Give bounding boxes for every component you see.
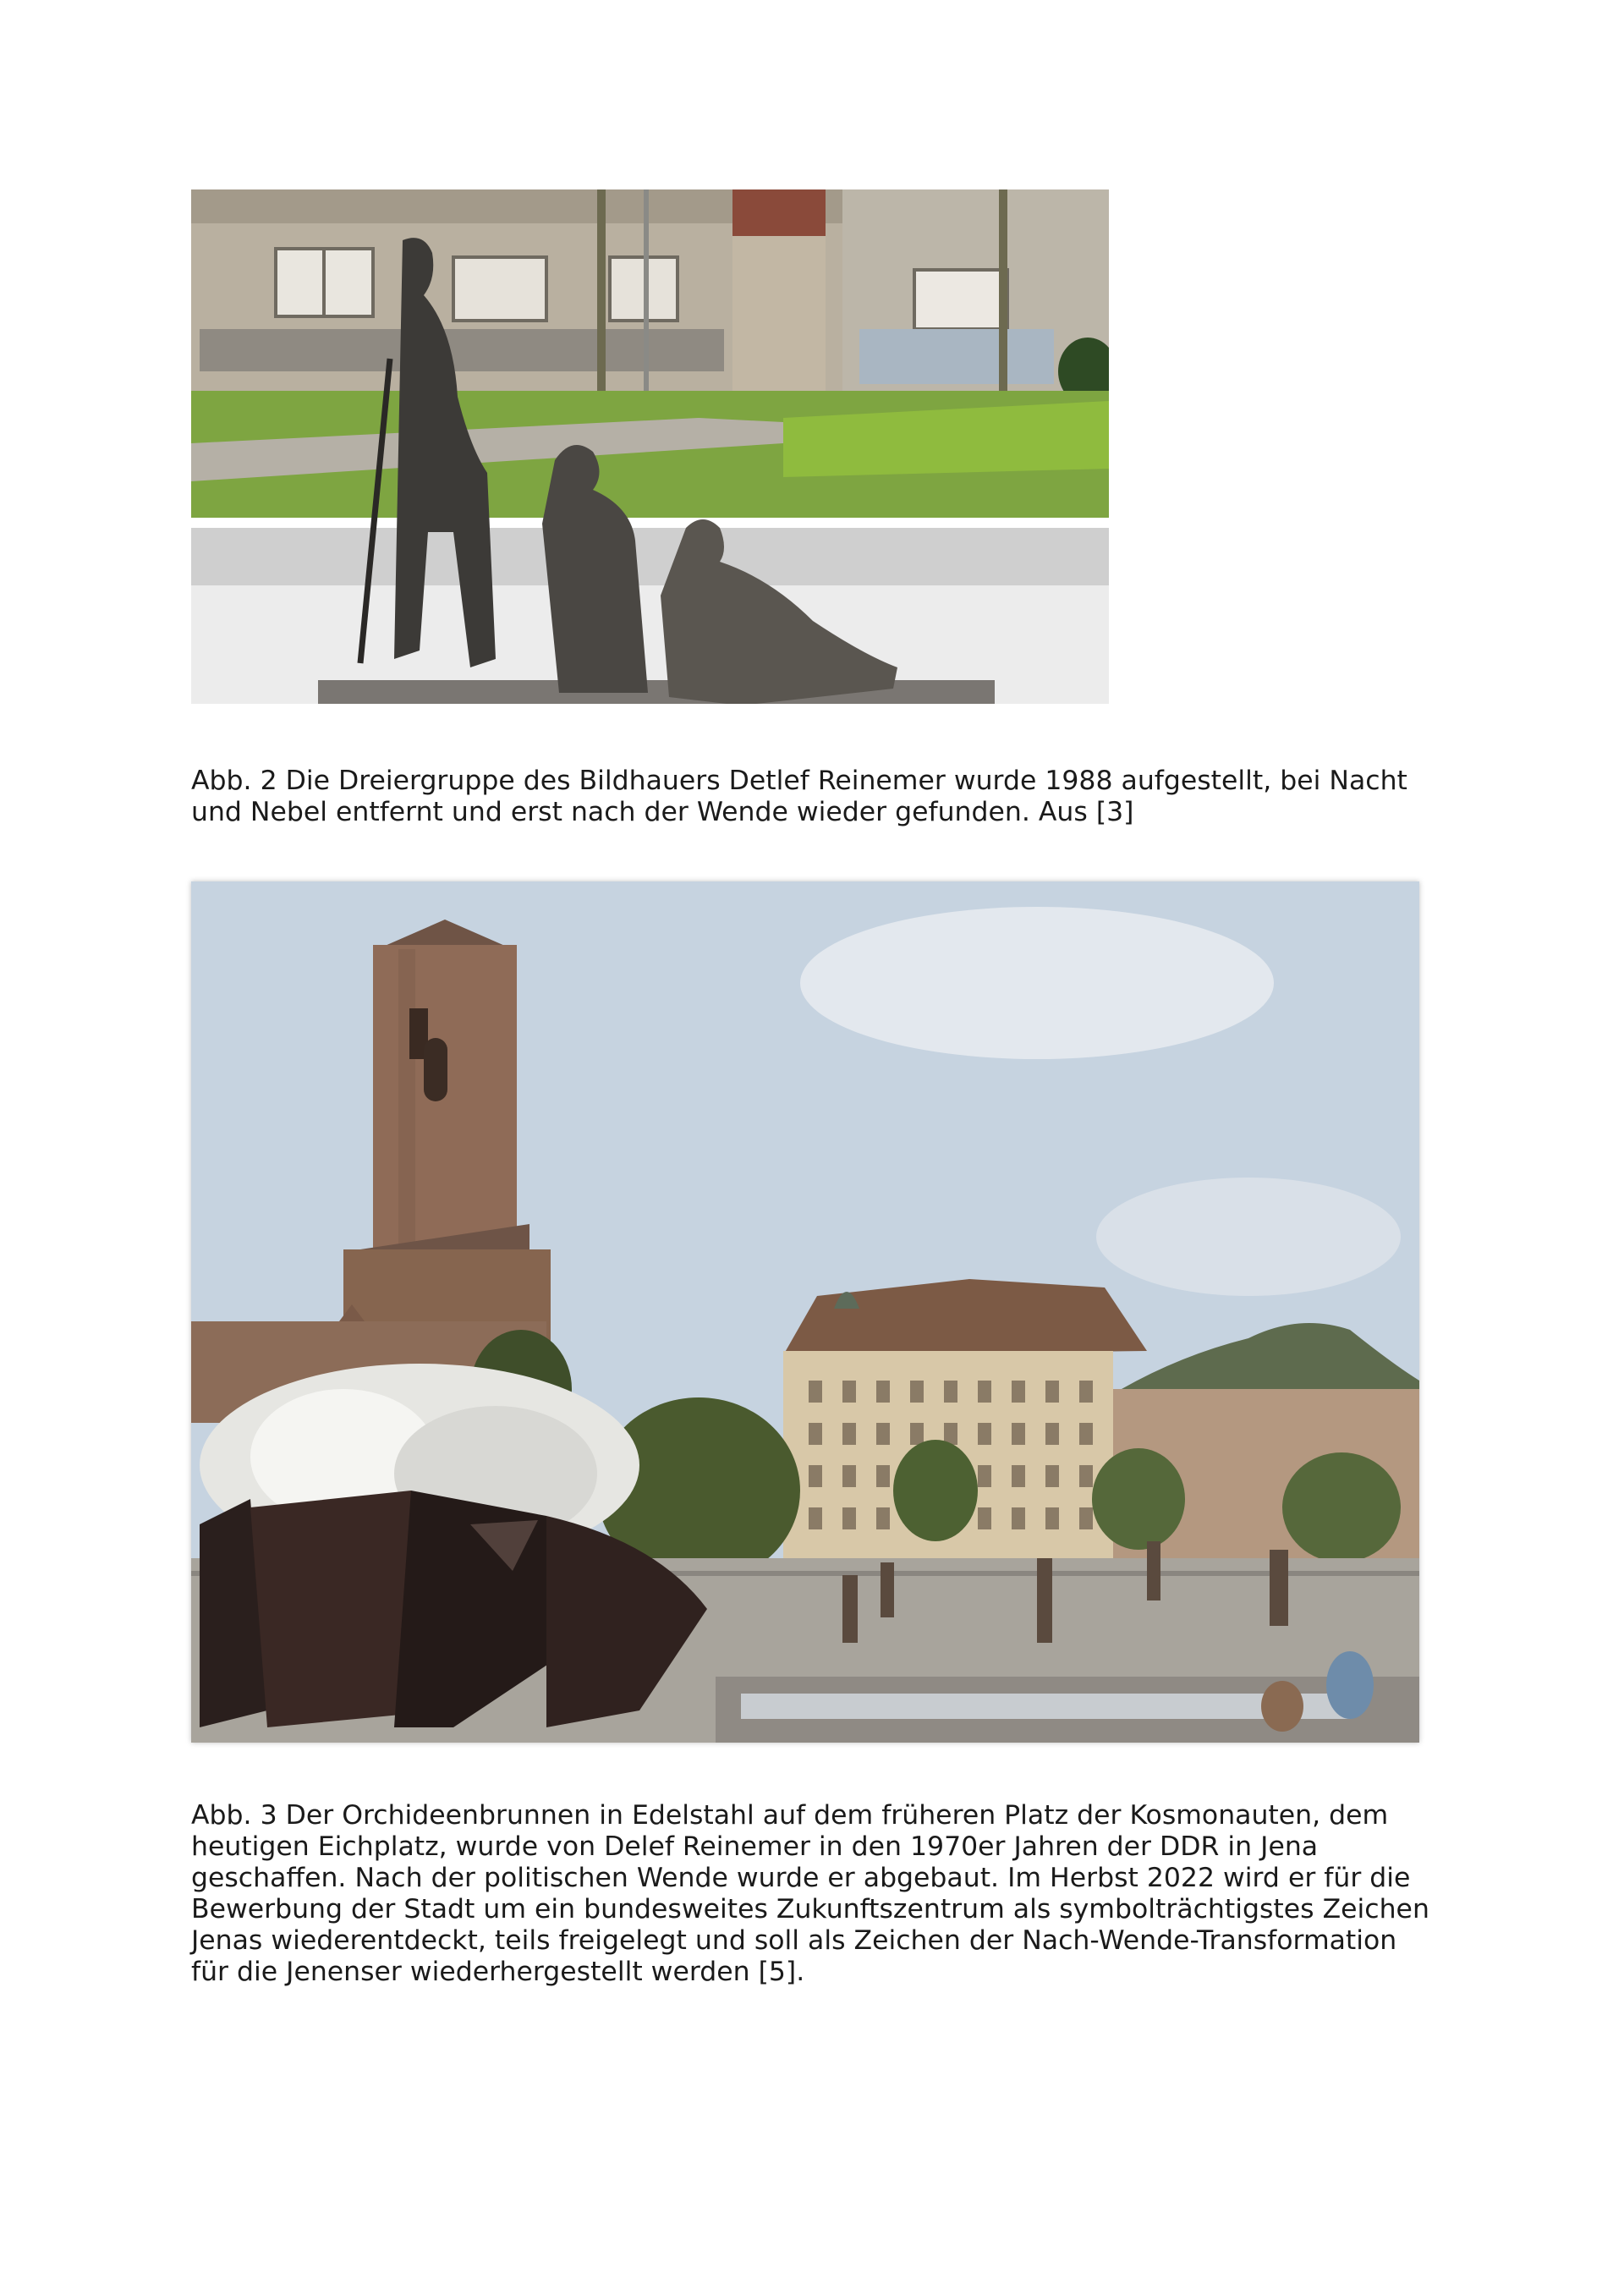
figure-3-caption: Abb. 3 Der Orchideenbrunnen in Edelstahl auf dem früheren Platz der Kosmonauten, dem heutigen Eichplatz, wurde von Delef Reinemer in den 1970er Jahren der DDR in Jena geschaffen. Nach der politischen Wende wurde er abgebaut. Im Herbst 2022 wird er für die Bewerbung der Stadt um ein bundesweites Zukunftszentrum als symbolträchtigstes Zeichen Jenas wiederentdeckt, teils freigelegt und soll als Zeichen der Nach-Wende-Transformation für die Jenenser wiederhergestellt werden [5]. bbox=[191, 1800, 1429, 1987]
sculpture-group-image bbox=[191, 189, 1109, 704]
figure-2-caption: Abb. 2 Die Dreiergruppe des Bildhauers Detlef Reinemer wurde 1988 aufgestellt, bei Nacht und Nebel entfernt und erst nach der Wende wieder gefunden. Aus [3] bbox=[191, 766, 1407, 827]
sculpture-group-photo bbox=[191, 189, 1109, 704]
orchid-fountain-photo bbox=[191, 881, 1419, 1743]
orchid-fountain-image bbox=[191, 881, 1419, 1743]
